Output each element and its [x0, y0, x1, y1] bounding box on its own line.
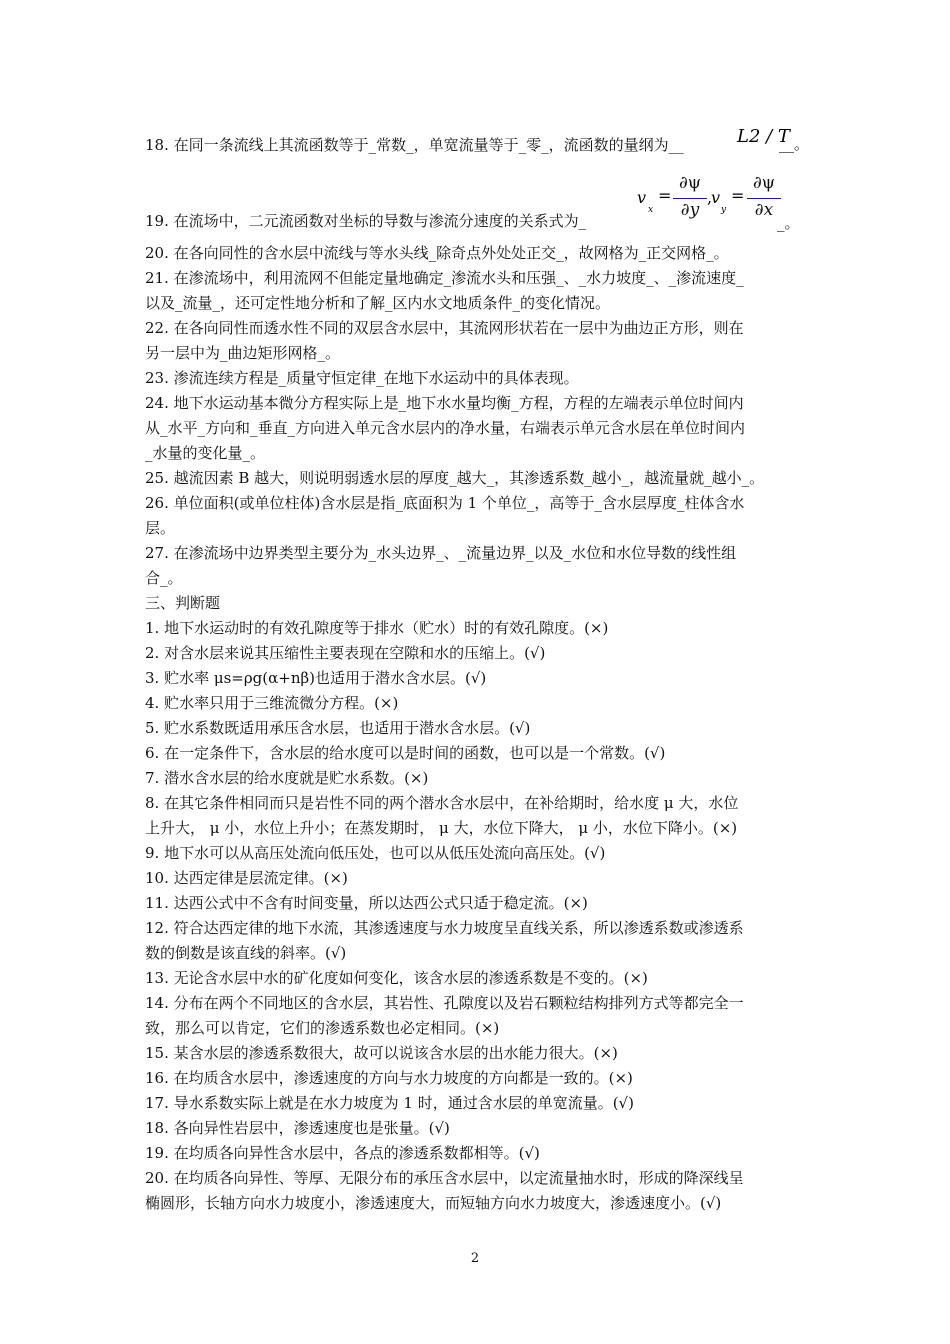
text-line: 5. 贮水系数既适用承压含水层，也适用于潜水含水层。(√): [145, 719, 531, 737]
page-number: 2: [470, 1251, 480, 1266]
fraction-bar-1: [673, 198, 707, 199]
text-line: 4. 贮水率只用于三维流微分方程。(×): [145, 694, 399, 712]
text-line: 层。: [145, 519, 176, 537]
text-line: 2. 对含水层来说其压缩性主要表现在空隙和水的压缩上。(√): [145, 644, 546, 662]
text-line: 23. 渗流连续方程是_质量守恒定律_在地下水运动中的具体表现。: [145, 369, 579, 387]
text-line: 3. 贮水率 μs=ρg(α+nβ)也适用于潜水含水层。(√): [145, 669, 487, 687]
text-line: 上升大， μ 小，水位上升小；在蒸发期时， μ 大，水位下降大， μ 小，水位下降小。(×): [145, 819, 738, 837]
text-line: _水量的变化量_。: [145, 444, 266, 462]
denominator-1: ∂y: [680, 200, 700, 220]
text-line: 8. 在其它条件相同而只是岩性不同的两个潜水含水层中，在补给期时，给水度 μ 大，水位: [145, 794, 739, 812]
text-line: 16. 在均质含水层中，渗透速度的方向与水力坡度的方向都是一致的。(×): [145, 1069, 633, 1087]
text-line: 7. 潜水含水层的给水度就是贮水系数。(×): [145, 769, 429, 787]
eq-sign-2: =: [731, 186, 745, 205]
vy-subscript: y: [721, 205, 727, 215]
text-line: 17. 导水系数实际上就是在水力坡度为 1 时，通过含水层的单宽流量。(√): [145, 1094, 634, 1112]
text-line: 25. 越流因素 B 越大，则说明弱透水层的厚度_越大_，其渗透系数_越小_，越流量就_越小_。: [145, 469, 765, 487]
dimension-tail: __。: [779, 135, 810, 153]
text-line: 数的倒数是该直线的斜率。(√): [145, 944, 347, 962]
text-line: 26. 单位面积(或单位柱体)含水层是指_底面积为 1 个单位_，高等于_含水层厚度_柱体含水: [145, 494, 745, 512]
eq-sign-1: =: [658, 186, 672, 205]
text-line: 21. 在渗流场中，利用流网不但能定量地确定_渗流水头和压强_、_水力坡度_、_渗流速度_: [145, 269, 744, 287]
text-line: 以及_流量_，还可定性地分析和了解_区内水文地质条件_的变化情况。: [145, 294, 611, 312]
text-line: 20. 在均质各向异性、等厚、无限分布的承压含水层中，以定流量抽水时，形成的降深线呈: [145, 1169, 744, 1187]
text-line: 从_水平_方向和_垂直_方向进入单元含水层内的净水量，右端表示单元含水层在单位时间内: [145, 419, 746, 437]
denominator-2: ∂x: [754, 200, 774, 220]
text-line: 1. 地下水运动时的有效孔隙度等于排水（贮水）时的有效孔隙度。(×): [145, 619, 609, 637]
numerator-1: ∂ψ: [678, 173, 702, 193]
text-line: 14. 分布在两个不同地区的含水层，其岩性、孔隙度以及岩石颗粒结构排列方式等都完全一: [145, 994, 744, 1012]
text-line: 18. 各向异性岩层中，渗透速度也是张量。(√): [145, 1119, 450, 1137]
text-line: 22. 在各向同性而透水性不同的双层含水层中，其流网形状若在一层中为曲边正方形，则在: [145, 319, 744, 337]
numerator-2: ∂ψ: [752, 173, 776, 193]
comma: ,: [707, 188, 713, 207]
text-line: 11. 达西公式中不含有时间变量，所以达西公式只适于稳定流。(×): [145, 894, 588, 912]
text-line: 椭圆形，长轴方向水力坡度小，渗透速度大，而短轴方向水力坡度大，渗透速度小。(√): [145, 1194, 722, 1212]
text-line: 13. 无论含水层中水的矿化度如何变化，该含水层的渗透系数是不变的。(×): [145, 969, 648, 987]
text-line: 15. 某含水层的渗透系数很大，故可以说该含水层的出水能力很大。(×): [145, 1044, 618, 1062]
fraction-bar-2: [747, 198, 781, 199]
text-line: 6. 在一定条件下，含水层的给水度可以是时间的函数，也可以是一个常数。(√): [145, 744, 666, 762]
text-line: 27. 在渗流场中边界类型主要分为_水头边界_、_流量边界_以及_水位和水位导数的线性组: [145, 544, 737, 562]
text-line: 20. 在各向同性的含水层中流线与等水头线_除奇点外处处正交_，故网格为_正交网格_。: [145, 244, 729, 262]
text-line: 另一层中为_曲边矩形网格_。: [145, 344, 341, 362]
vy-symbol: v: [711, 188, 721, 207]
vx-subscript: x: [648, 205, 654, 215]
dimension-formula: L2 / T: [737, 126, 790, 147]
text-line: 24. 地下水运动基本微分方程实际上是_地下水水量均衡_方程，方程的左端表示单位时间内: [145, 394, 744, 412]
text-line: 10. 达西定律是层流定律。(×): [145, 869, 348, 887]
text-line: 致，那么可以肯定，它们的渗透系数也必定相同。(×): [145, 1019, 500, 1037]
text-line: 12. 符合达西定律的地下水流，其渗透速度与水力坡度呈直线关系，所以渗透系数或渗透系: [145, 919, 744, 937]
text-line-19: 19. 在流场中，二元流函数对坐标的导数与渗流分速度的关系式为_: [145, 212, 587, 230]
section-heading: 三、判断题: [145, 594, 221, 612]
text-line: 19. 在均质各向异性含水层中，各点的渗透系数都相等。(√): [145, 1144, 540, 1162]
vx-symbol: v: [637, 188, 647, 207]
text-line-18: 18. 在同一条流线上其流函数等于_常数_，单宽流量等于_零_，流函数的量纲为__: [145, 136, 684, 154]
formula-tail: _。: [777, 214, 800, 232]
text-line: 9. 地下水可以从高压处流向低压处，也可以从低压处流向高压处。(√): [145, 844, 606, 862]
text-line: 合_。: [145, 569, 183, 587]
